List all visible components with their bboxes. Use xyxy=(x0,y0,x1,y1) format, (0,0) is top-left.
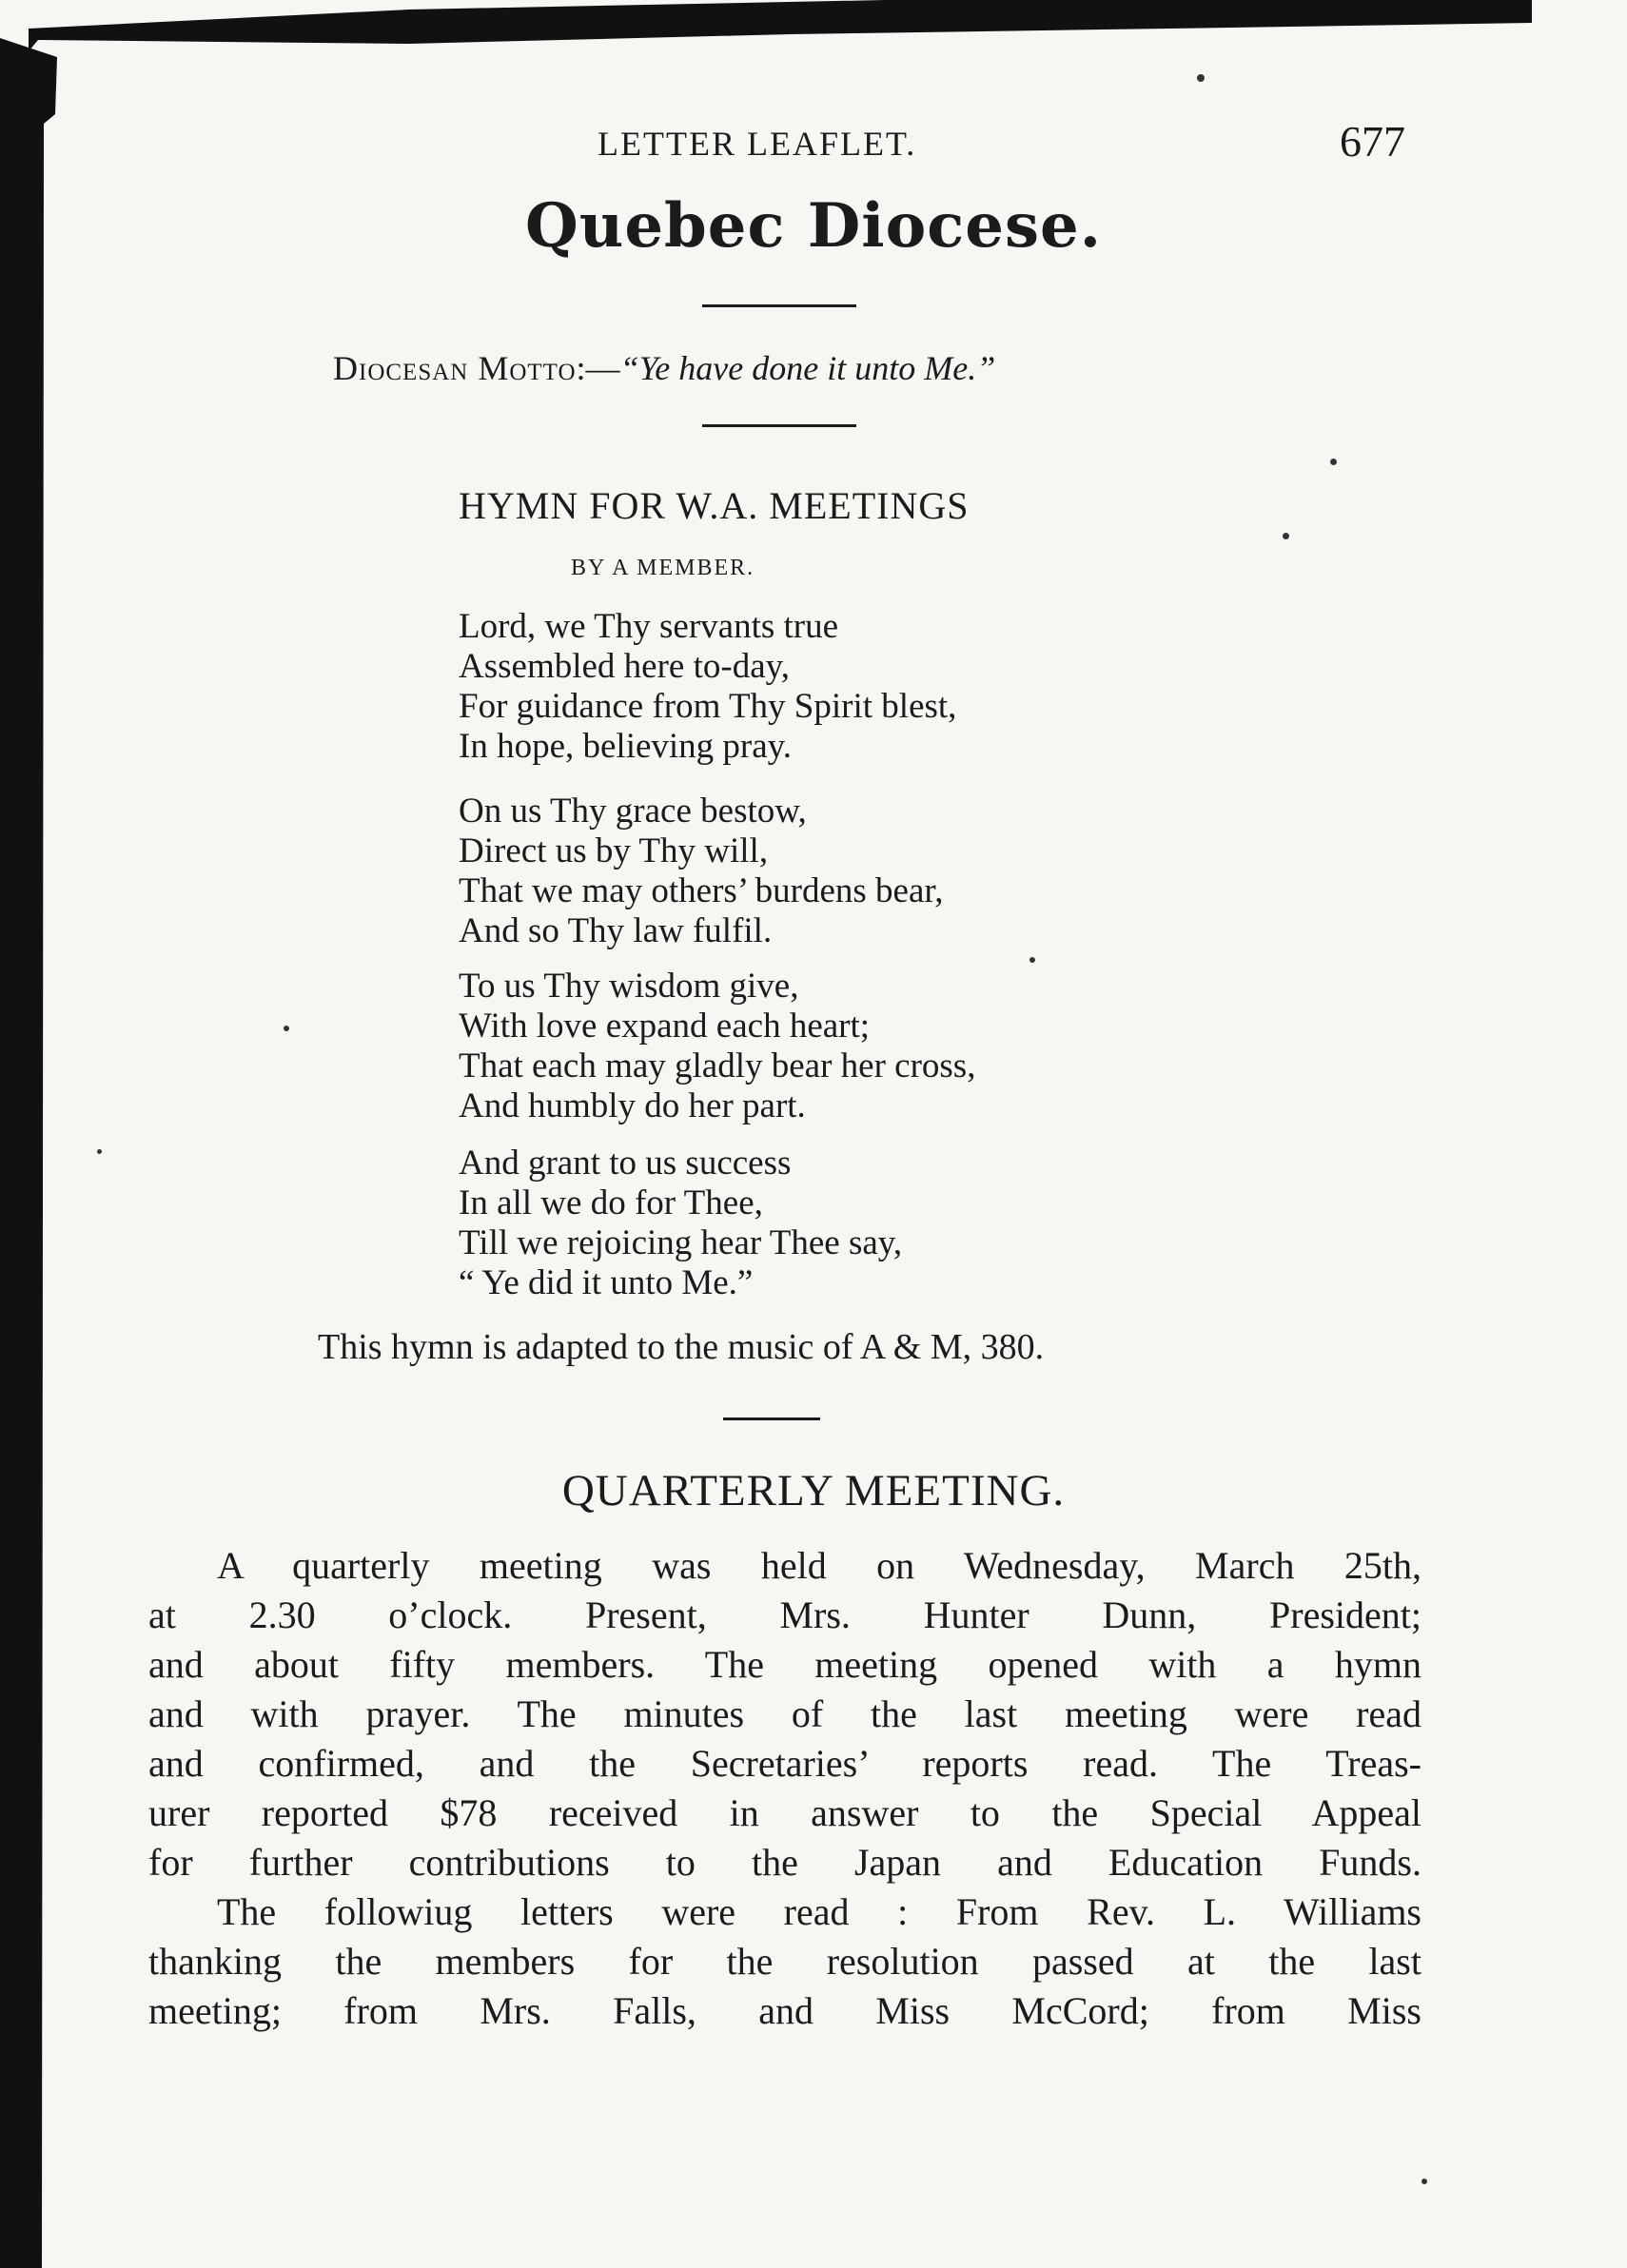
running-head: LETTER LEAFLET. xyxy=(598,125,917,163)
hymn-line: That we may others’ burdens bear, xyxy=(459,871,944,910)
hymn-line: And so Thy law fulfil. xyxy=(459,911,773,950)
hymn-line: Direct us by Thy will, xyxy=(459,831,769,870)
hymn-line: Lord, we Thy servants true xyxy=(459,607,839,646)
hymn-byline: BY A MEMBER. xyxy=(571,556,755,580)
hymn-title: HYMN FOR W.A. MEETINGS xyxy=(459,484,970,527)
paragraph-line: and confirmed, and the Secretaries’ reports read. The Treas- xyxy=(148,1742,1421,1785)
page-header xyxy=(0,116,1627,183)
print-speck xyxy=(284,1026,289,1031)
paragraph-line: meeting; from Mrs. Falls, and Miss McCord; from Miss xyxy=(148,1989,1421,2032)
print-speck xyxy=(1421,2179,1427,2184)
rule-divider xyxy=(702,304,856,307)
hymn-line: For guidance from Thy Spirit blest, xyxy=(459,687,957,726)
hymn-line: Assembled here to-day, xyxy=(459,647,790,686)
paragraph-line: The followiug letters were read : From Rev. L. Williams xyxy=(217,1890,1421,1933)
print-speck xyxy=(1197,74,1205,82)
motto-quote: “Ye have done it unto Me.” xyxy=(619,349,996,387)
paragraph-line: for further contributions to the Japan and Education Funds. xyxy=(148,1841,1421,1884)
hymn-stanza xyxy=(459,607,956,767)
print-speck xyxy=(97,1149,102,1154)
paragraph xyxy=(148,1541,1421,1887)
top-border-rule xyxy=(29,0,1532,51)
print-speck xyxy=(1283,533,1289,539)
hymn-line: In hope, believing pray. xyxy=(459,727,793,766)
hymn-line: Till we rejoicing hear Thee say, xyxy=(459,1223,903,1262)
paragraph-line: A quarterly meeting was held on Wednesday, March 25th, xyxy=(217,1544,1421,1587)
hymn-line: And humbly do her part. xyxy=(459,1086,806,1125)
print-speck xyxy=(1029,957,1035,963)
hymn-stanza xyxy=(459,1144,902,1303)
diocese-title: Quebec Diocese. xyxy=(525,190,1102,262)
paragraph-line: and with prayer. The minutes of the last meeting were read xyxy=(148,1692,1421,1735)
rule-divider xyxy=(702,424,856,427)
paragraph-line: at 2.30 o’clock. Present, Mrs. Hunter Dunn, President; xyxy=(148,1593,1421,1636)
left-border-rule xyxy=(0,0,57,2268)
hymn-line: With love expand each heart; xyxy=(459,1007,871,1046)
hymn-note: This hymn is adapted to the music of A & M, 380. xyxy=(318,1327,1045,1367)
motto-label: Diocesan Motto xyxy=(333,349,577,387)
rule-divider xyxy=(723,1418,820,1420)
paragraph xyxy=(148,1887,1421,2036)
motto-dash: :— xyxy=(576,349,620,387)
hymn-line: To us Thy wisdom give, xyxy=(459,967,799,1006)
print-speck xyxy=(1330,459,1337,465)
hymn-stanza xyxy=(459,792,943,951)
section-title: QUARTERLY MEETING. xyxy=(561,1466,1066,1515)
paragraph-line: thanking the members for the resolution passed at the last xyxy=(148,1940,1421,1983)
hymn-stanza xyxy=(459,967,975,1126)
page-number: 677 xyxy=(1340,117,1405,166)
hymn-line: In all we do for Thee, xyxy=(459,1183,763,1222)
hymn-line: On us Thy grace bestow, xyxy=(459,792,807,831)
paragraph-line: urer reported $78 received in answer to the Special Appeal xyxy=(148,1791,1421,1834)
paragraph-line: and about fifty members. The meeting opened with a hymn xyxy=(148,1643,1421,1686)
hymn-line: And grant to us success xyxy=(459,1144,792,1183)
hymn-line: “ Ye did it unto Me.” xyxy=(459,1263,754,1302)
diocesan-motto xyxy=(333,348,995,388)
hymn-line: That each may gladly bear her cross, xyxy=(459,1046,976,1085)
